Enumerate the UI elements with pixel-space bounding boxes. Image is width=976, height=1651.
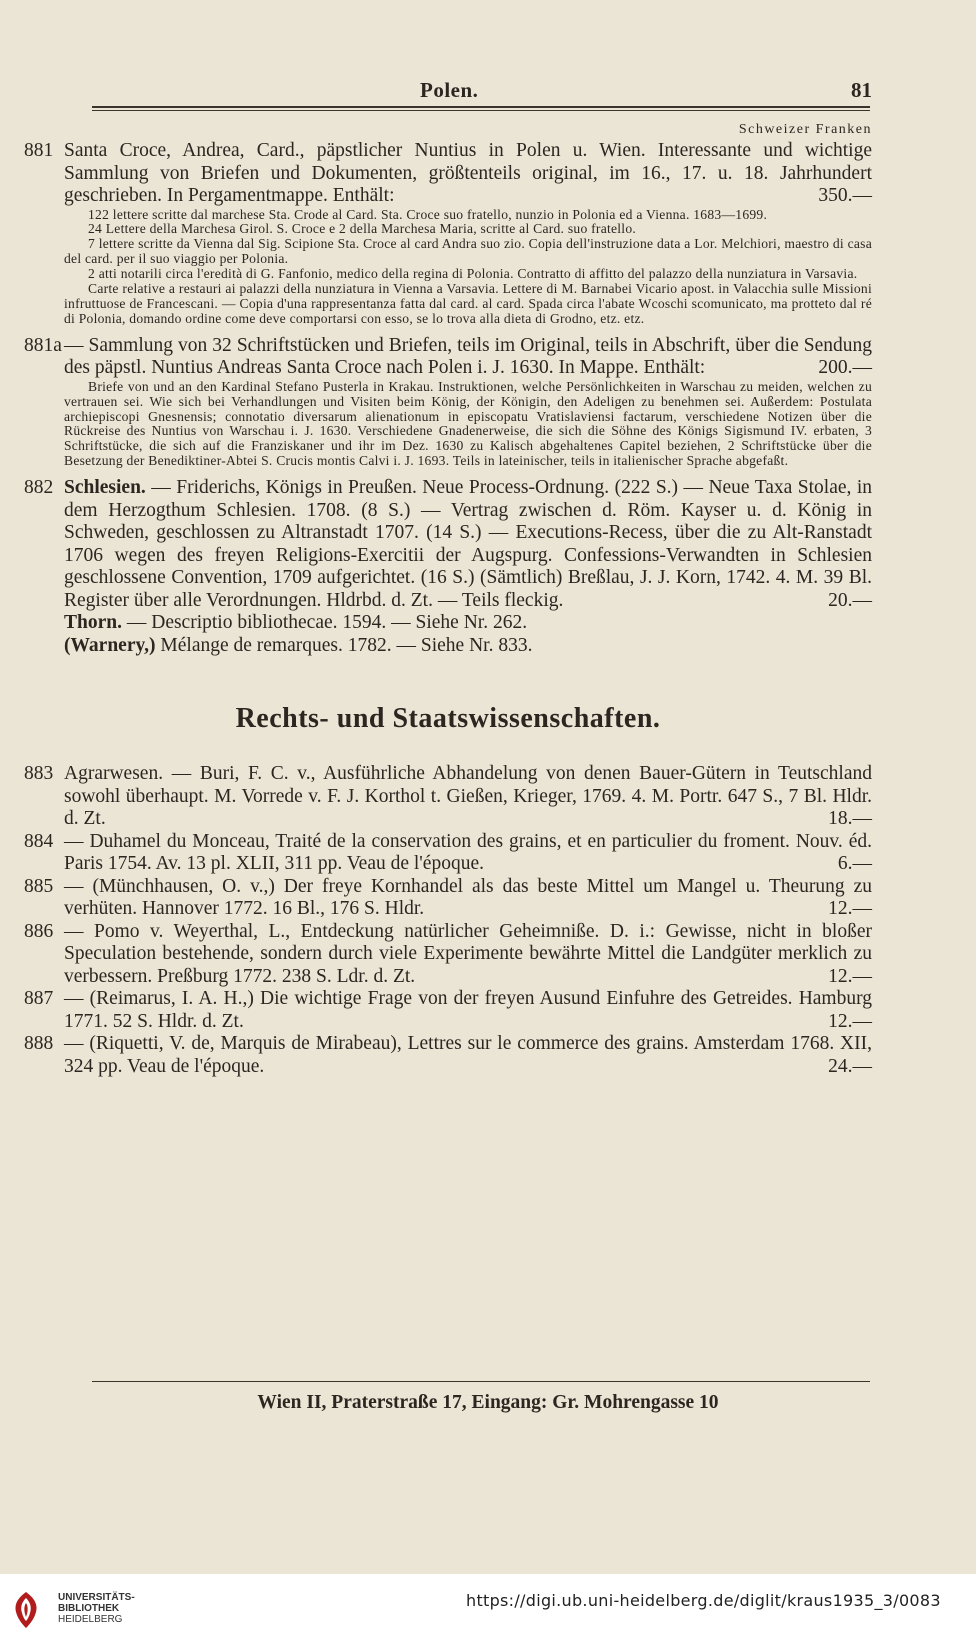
catalog-entry-888 <box>24 1033 872 1078</box>
entry-price: 200.— <box>818 357 872 379</box>
cross-reference <box>24 612 872 635</box>
section-heading: Rechts- und Staatswissenschaften. <box>235 703 661 735</box>
entry-price: 6.— <box>837 853 872 875</box>
entry-price: 20.— <box>828 589 872 611</box>
entry-price: 12.— <box>828 965 872 987</box>
entry-price: 18.— <box>828 808 872 830</box>
header-rule <box>92 106 870 108</box>
entry-text: — Duhamel du Monceau, Traité de la conservation des grains, et en particulier du froment. Nouv. éd. Paris 1754. Av. 13 pl. XLII, 311 pp. Veau de l'époque. <box>64 830 872 875</box>
entry-text: — Friderichs, Königs in Preußen. Neue Process-Ordnung. (222 S.) — Neue Taxa Stolae, in dem Herzogthum Schlesien. 1708. (8 S.) — Vertrag zwischen d. Röm. Kayser u. d. König in Schweden, geschlossen zu Altranstadt 1707. (14 S.) — Executions-Recess, über die zu Alt-Ranstadt 1706 wegen des freyen Religions-Exercitii der Augspurg. Confessions-Verwandten in Schlesien geschlossene Convention, 1709 aufgerichtet. (16 S.) (Sämtlich) Breßlau, J. J. Korn, 1742. 4. M. 39 Bl. Register über alle Verordnungen. Hldrbd. d. Zt. — Teils fleckig. <box>64 477 873 611</box>
logo-line: UNIVERSITÄTS- <box>58 1592 135 1603</box>
catalog-entry-885 <box>24 876 872 921</box>
permalink-url[interactable]: https://digi.ub.uni-heidelberg.de/diglit/kraus1935_3/0083 <box>466 1591 941 1610</box>
entry-number: 881a <box>24 334 62 356</box>
page-footer: Wien II, Praterstraße 17, Eingang: Gr. Mohrengasse 10 <box>257 1392 719 1413</box>
entry-number: 881 <box>24 140 54 161</box>
entry-number: 887 <box>24 988 54 1010</box>
page-header <box>0 78 976 100</box>
catalog-entry-886 <box>24 921 872 989</box>
reference-heading: Thorn. <box>64 612 122 634</box>
entry-price: 12.— <box>828 898 872 920</box>
catalog-body <box>24 140 872 1078</box>
entry-price: 12.— <box>828 1010 872 1032</box>
entry-text: — (Münchhausen, O. v.,) Der freye Kornhandel als das beste Mittel um Mangel u. Theurung zu verhüten. Hannover 1772. 16 Bl., 176 S. Hldr. <box>64 875 872 920</box>
catalog-entry-881a <box>24 335 872 380</box>
entry-number: 886 <box>24 920 54 942</box>
entry-number: 888 <box>24 1033 54 1055</box>
note-paragraph: 24 Lettere della Marchesa Girol. S. Croce e 2 della Marchesa Maria, scritte al Card. suo fratello. <box>88 221 637 237</box>
library-logo-icon <box>10 1590 42 1630</box>
logo-line: HEIDELBERG <box>58 1614 123 1625</box>
page-number: 81 <box>851 78 872 102</box>
note-paragraph: Briefe von und an den Kardinal Stefano Pusterla in Krakau. Instruktionen, welche Persönlichkeiten in Warschau zu meiden, welchen zu vertrauen sei. Wie sich bei Verhandlungen und Visiten beim König, der Königin, den Adeligen zu benehmen sei. Außerdem: Postulata archiepiscopi Gnesnensis; connotatio diversarum alienationum in episcopatu Vratislaviensi factarum, verschiedene Notizen über die Rückreise des Nuntius von Warschau i. J. 1630. Verschiedene Gnadenerweise, die sich die Söhne des Königs Sigismund IV. erbaten, 3 Schriftstücke, die sich auf die Franziskaner und ihr im Dez. 1630 zu Kalisch abgehaltenes Capitel beziehen, 2 Schriftstücke über die Besetzung der Benediktiner-Abtei S. Crucis montis Calvi i. J. 1693. Teils in lateinischer, teils in italienischer Sprache abgefaßt. <box>64 378 872 469</box>
entry-number: 884 <box>24 830 54 852</box>
currency-label: Schweizer Franken <box>738 122 872 137</box>
entry-number: 885 <box>24 875 54 897</box>
catalog-entry-884 <box>24 831 872 876</box>
reference-heading: (Warnery,) <box>64 634 156 656</box>
entry-text: — Pomo v. Weyerthal, L., Entdeckung natürlicher Geheimniße. D. i.: Gewisse, nicht in bloßer Speculation bestehende, sondern durch viele Experimente bewährte Mittel die Landgüter merklich zu verbessern. Preßburg 1772. 238 S. Ldr. d. Zt. <box>64 920 872 987</box>
note-paragraph: Carte relative a restauri ai palazzi della nunziatura in Vienna a Varsavia. Lettere di M. Barnabei Vicario apost. in Valacchia sulle Missioni infruttuose de Francescani. — Copia d'una rappresentanza fatta dal card. al card. Spada circa l'abate Wcoschi scomunicato, ma protteto dal ré di Polonia, domando ordine come deve comportarsi con esso, se lo trova alla dieta di Grodno, etz. etz. <box>64 281 872 326</box>
catalog-entry-882 <box>24 477 872 612</box>
library-logo-text <box>58 1592 135 1625</box>
entry-number: 882 <box>24 477 54 499</box>
catalog-entry-883 <box>24 763 872 831</box>
entry-text: Agrarwesen. — Buri, F. C. v., Ausführliche Abhandelung von denen Bauer-Gütern in Teutschland sowohl überhaupt. M. Vorrede v. F. J. Korthol t. Gießen, Krieger, 1769. 4. M. Portr. 647 S., 7 Bl. Hldr. d. Zt. <box>64 763 872 830</box>
page-title: Polen. <box>420 78 479 102</box>
entry-price: 24.— <box>828 1055 872 1077</box>
entry-text: — (Reimarus, I. A. H.,) Die wichtige Frage von der freyen Ausund Einfuhre des Getreides. Hamburg 1771. 52 S. Hldr. d. Zt. <box>64 988 872 1032</box>
header-rule-thin <box>92 110 870 111</box>
note-paragraph: 2 atti notarili circa l'eredità di G. Fanfonio, medico della regina di Polonia. Contratto di affitto del palazzo della nunziatura in Varsavia. <box>88 266 858 282</box>
note-paragraph: 122 lettere scritte dal marchese Sta. Crode al Card. Sta. Croce suo fratello, nunzio in Polonia ed a Vienna. 1683—1699. <box>88 206 768 222</box>
reference-text: — Descriptio bibliothecae. 1594. — Siehe Nr. 262. <box>126 612 528 634</box>
entry-heading: Schlesien. <box>64 477 146 499</box>
reference-text: Mélange de remarques. 1782. — Siehe Nr. 833. <box>160 634 533 656</box>
entry-notes-881a <box>24 380 872 469</box>
cross-reference <box>24 635 872 658</box>
entry-text: — (Riquetti, V. de, Marquis de Mirabeau), Lettres sur le commerce des grains. Amsterdam 1768. XII, 324 pp. Veau de l'époque. <box>64 1033 872 1077</box>
entry-price: 350.— <box>818 185 872 206</box>
entry-notes-881 <box>24 208 872 327</box>
viewer-bottom-bar <box>0 1574 976 1651</box>
footer-rule <box>92 1381 870 1382</box>
catalog-entry-881 <box>24 140 872 208</box>
entry-text: Santa Croce, Andrea, Card., päpstlicher Nuntius in Polen u. Wien. Interessante und wichtige Sammlung von Briefen und Dokumenten, größtenteils original, im 16., 17. u. 18. Jahrhundert geschrieben. In Pergamentmappe. Enthält: <box>64 140 872 206</box>
entry-text: — Sammlung von 32 Schriftstücken und Briefen, teils im Original, teils in Abschrift, über die Sendung des päpstl. Nuntius Andreas Santa Croce nach Polen i. J. 1630. In Mappe. Enthält: <box>64 334 872 379</box>
note-paragraph: 7 lettere scritte da Vienna dal Sig. Scipione Sta. Croce al card Andra suo zio. Copia dell'instruzione data a Lor. Melchiori, maestro di casa del card. per il suo viaggio per Polonia. <box>64 236 872 267</box>
catalog-entry-887 <box>24 988 872 1033</box>
entry-number: 883 <box>24 763 54 785</box>
logo-line: BIBLIOTHEK <box>58 1603 120 1614</box>
